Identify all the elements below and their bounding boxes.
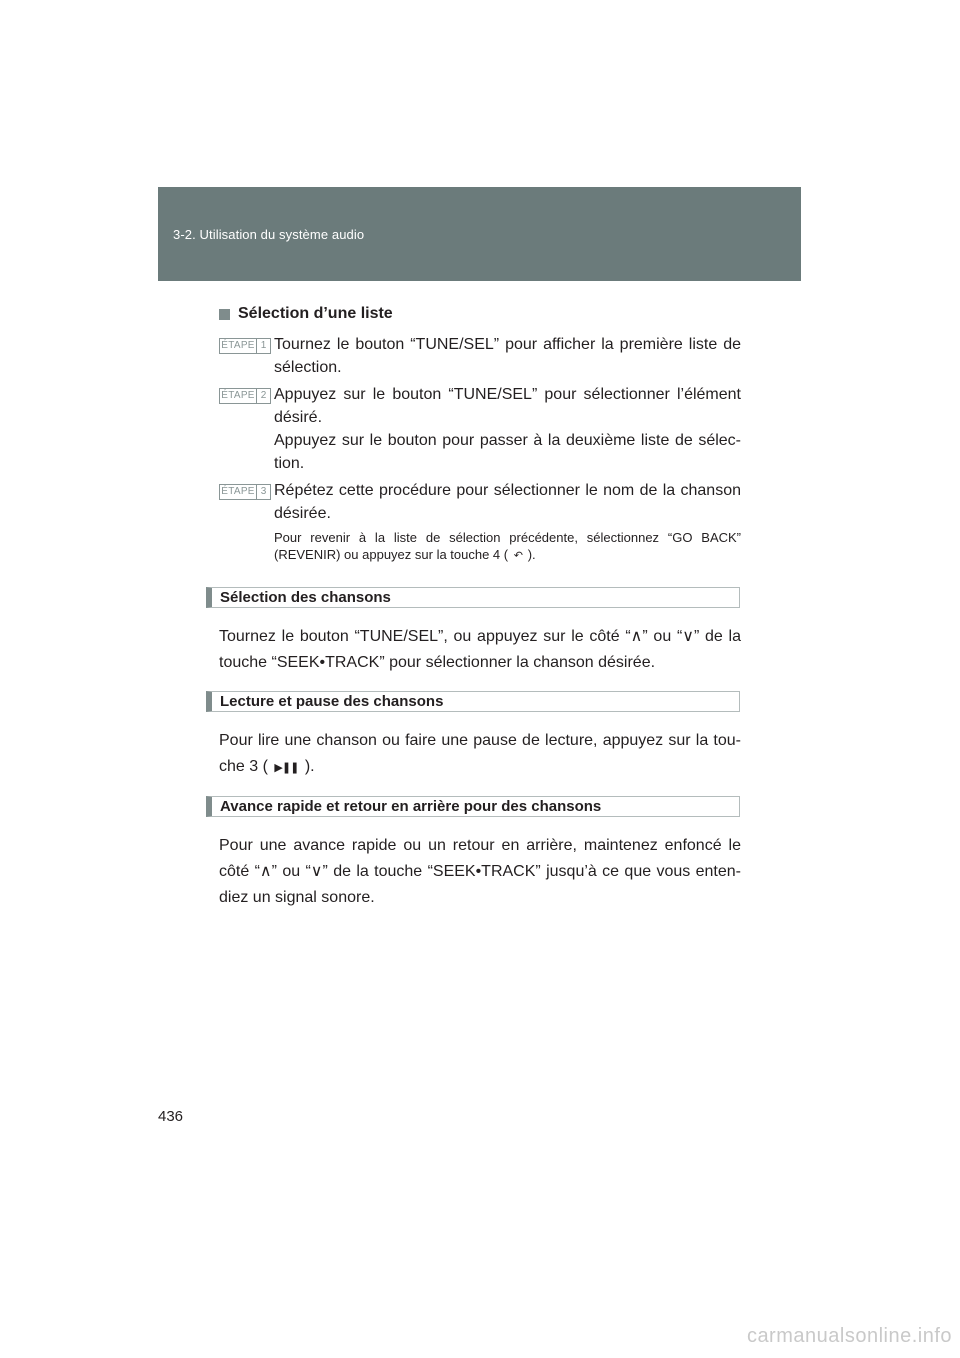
step-3 [219,479,741,565]
section-text: Pour une avance rapide ou un retour en arrière, maintenez enfoncé le côté “∧” ou “∨” de la touche “SEEK•TRACK” jusqu’à ce que vous enten- diez un signal sonore. [219,837,741,906]
step-badge-label: ÉTAPE [220,485,257,499]
section-title: Lecture et pause des chansons [220,693,444,710]
step-note-text-end: ). [527,547,536,562]
section-text-end: ). [304,758,315,775]
back-arrow-icon: ↶ [511,550,525,562]
step-badge [219,388,271,404]
play-pause-icon: ▶❚❚ [272,762,301,774]
section-title: Avance rapide et retour en arrière pour des chansons [220,798,602,815]
section-title: Sélection des chansons [220,589,391,606]
step-note-text: Pour revenir à la liste de sélection précédente, sélectionnez “GO BACK” (REVENIR) ou appuyez sur la touche 4 ( [274,530,741,562]
square-bullet-icon [219,309,230,320]
step-text: Tournez le bouton “TUNE/SEL” pour afficher la première liste de sélection. [274,336,741,376]
step-badge [219,338,271,354]
step-note [274,529,741,565]
section-heading [206,691,740,712]
section-heading [206,796,740,817]
step-2 [219,383,741,475]
section-text: Tournez le bouton “TUNE/SEL”, ou appuyez sur le côté “∧” ou “∨” de la touche “SEEK•TRACK” pour sélectionner la chanson désirée. [219,628,741,671]
subsection-title: Sélection d’une liste [238,305,393,322]
chapter-title: 3-2. Utilisation du système audio [173,227,365,242]
section-text-start: Pour lire une chanson ou faire une pause de lecture, appuyez sur la tou- che 3 ( [219,732,741,775]
section-text [219,728,741,781]
step-text: Répétez cette procédure pour sélectionner le nom de la chanson désirée. [274,482,741,522]
step-1 [219,333,741,379]
step-badge [219,484,271,500]
page-number: 436 [158,1108,184,1125]
step-badge-label: ÉTAPE [220,389,257,403]
step-text: Appuyez sur le bouton “TUNE/SEL” pour sélectionner l’élément désiré. [274,386,741,426]
step-badge-number: 2 [260,390,267,401]
step-badge-number: 3 [260,486,267,497]
step-text-continued: Appuyez sur le bouton pour passer à la deuxième liste de sélec- tion. [274,432,741,472]
subsection-heading [219,305,393,323]
chapter-header [158,187,801,281]
step-badge-number: 1 [260,340,267,351]
step-badge-label: ÉTAPE [220,339,257,353]
watermark: carmanualsonline.info [746,1325,952,1347]
section-heading [206,587,740,608]
